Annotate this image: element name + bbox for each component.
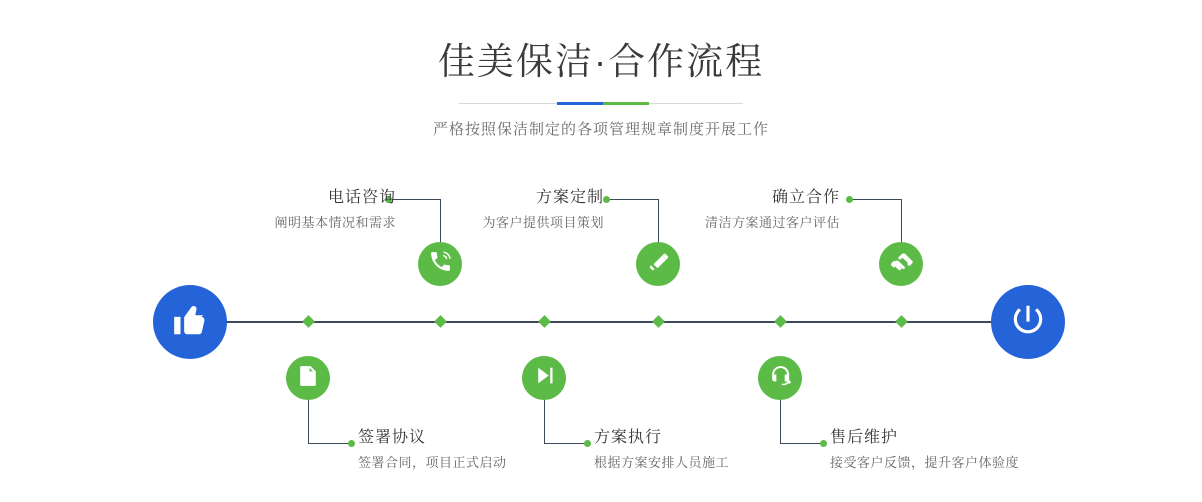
step-title-1: 签署协议 [358, 429, 427, 446]
step-icon-phone-call [418, 242, 462, 286]
step-arrow-3 [584, 440, 591, 447]
step-icon-headset-support [758, 356, 802, 400]
step-title-5: 售后维护 [830, 429, 899, 446]
timeline-start-badge [153, 285, 227, 359]
axis-node-2 [434, 315, 447, 328]
power-icon [1009, 301, 1047, 344]
handshake-icon [889, 249, 914, 279]
step-stem-5 [780, 400, 781, 443]
page-title: 佳美保洁·合作流程 [437, 41, 765, 82]
step-desc-4: 为客户提供项目策划 [482, 215, 604, 230]
step-icon-document-edit [286, 356, 330, 400]
axis-node-6 [895, 315, 908, 328]
step-icon-pen-ruler [636, 242, 680, 286]
step-desc-2: 阐明基本情况和需求 [274, 215, 396, 230]
step-title-3: 方案执行 [594, 429, 663, 446]
step-desc-5: 接受客户反馈，提升客户体验度 [830, 455, 1020, 470]
step-stem-1 [308, 400, 309, 443]
axis-node-5 [774, 315, 787, 328]
axis-node-3 [538, 315, 551, 328]
pen-ruler-icon [646, 249, 671, 279]
step-label-1 [358, 428, 507, 473]
page-subtitle: 严格按照保洁制定的各项管理规章制度开展工作 [432, 121, 769, 139]
headset-support-icon [768, 363, 793, 393]
axis-node-4 [652, 315, 665, 328]
step-stem-3 [544, 400, 545, 443]
document-edit-icon [296, 363, 321, 393]
axis-node-1 [302, 315, 315, 328]
step-label-3 [594, 428, 729, 473]
step-stem-4 [658, 199, 659, 242]
phone-call-icon [428, 249, 453, 279]
step-stem-2 [440, 199, 441, 242]
step-desc-3: 根据方案安排人员施工 [594, 455, 730, 470]
step-arm-4 [608, 199, 658, 200]
step-title-4: 方案定制 [535, 189, 604, 206]
step-title-2: 电话咨询 [327, 189, 396, 206]
step-title-6: 确立合作 [771, 189, 840, 206]
step-arm-2 [390, 199, 440, 200]
step-arm-5 [780, 443, 822, 444]
step-label-2 [256, 188, 396, 233]
step-arrow-6 [846, 196, 853, 203]
step-stem-6 [901, 199, 902, 242]
step-arrow-4 [603, 196, 610, 203]
step-label-4 [464, 188, 604, 233]
step-arm-1 [308, 443, 350, 444]
step-label-5 [830, 428, 1019, 473]
step-arm-6 [851, 199, 901, 200]
step-arrow-1 [348, 440, 355, 447]
play-forward-icon [532, 363, 557, 393]
step-icon-handshake [879, 242, 923, 286]
timeline-end-badge [991, 285, 1065, 359]
thumbs-up-icon [171, 301, 209, 344]
step-arrow-5 [820, 440, 827, 447]
step-icon-play-forward [522, 356, 566, 400]
step-desc-1: 签署合同，项目正式启动 [358, 455, 507, 470]
step-arm-3 [544, 443, 586, 444]
step-desc-6: 清洁方案通过客户评估 [704, 215, 840, 230]
step-label-6 [700, 188, 840, 233]
